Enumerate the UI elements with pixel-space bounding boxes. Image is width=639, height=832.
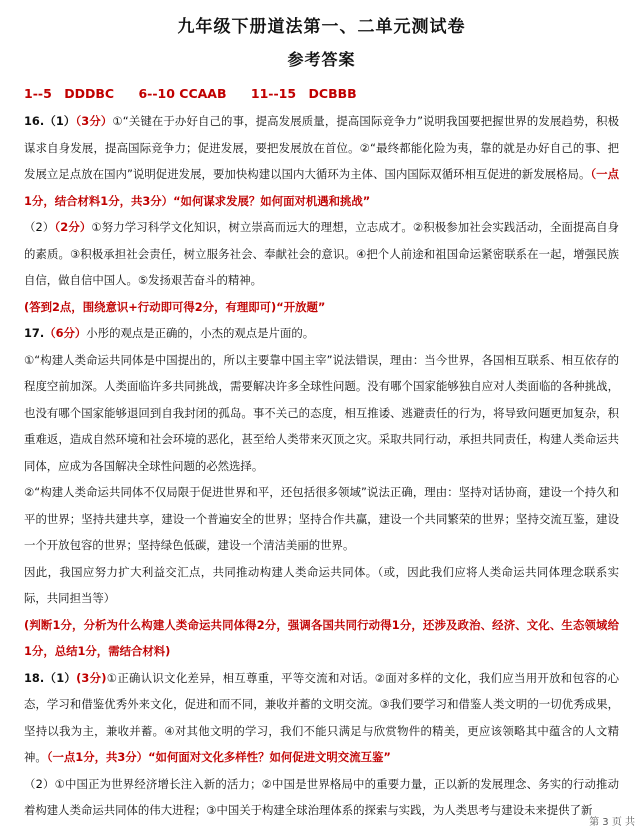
q18-part1 [24,665,619,771]
q18-part2: （2）①中国正为世界经济增长注入新的活力；②中国是世界格局中的重要力量，正以新的发展理念、务实的行动推动着构建人类命运共同体的伟大进程；③中国关于构建全球治理体系的探索与实践，为人类思考与建设未来提供了新 [24,776,619,817]
page-subtitle: 参考答案 [287,50,356,69]
q17-note: (判断1分，分析为什么构建人类命运共同体得2分，强调各国共同行动得1分，还涉及政治、经济、文化、生态领域给1分，总结1分，需结合材料) [24,617,619,658]
q18-score: (3分) [76,670,107,685]
q18-number: 18.（1） [24,670,77,685]
q16-part2-score: （2分） [54,220,92,234]
q17-paragraph-2: ②“构建人类命运共同体不仅局限于促进世界和平，还包括很多领域”说法正确，理由：坚持对话协商，建设一个持久和平的世界；坚持共建共享，建设一个普遍安全的世界；坚持合作共赢，建设一个共同繁荣的世界；坚持交流互鉴，建设一个开放包容的世界；坚持绿色低碳，建设一个清洁美丽的世界。 [24,485,619,552]
q18-note: （一点1分，共3分）“如何面对文化多样性？如何促进文明交流互鉴” [46,750,391,764]
q17-intro: 小彤的观点是正确的，小杰的观点是片面的。 [86,326,315,340]
choice-answers-group-1: 1--5 DDDBC [24,86,115,101]
q16-part1-text: ①“关键在于办好自己的事，提高发展质量，提高国际竞争力”说明我国要把握世界的发展趋势，积极谋求自身发展，提高国际竞争力；促进发展，要把发展放在首位。②“最终都能化险为夷，靠的就是办好自己的事、把发展立足点放在国内”说明促进发展，要加快构建以国内大循环为主体、国内国际双循环相互促进的新发展格局。 [24,114,619,181]
q18-part1-text: ①正确认识文化差异，相互尊重，平等交流和对话。②面对多样的文化，我们应当用开放和包容的心态，学习和借鉴优秀外来文化，促进和而不同，兼收并蓄的文明交流。③我们要学习和借鉴人类文明的一切优秀成果，坚持以我为主，兼收并蓄。④对其他文明的学习，我们不能只满足与欣赏物件的精美，更应该领略其中蕴含的人文精神。 [24,670,619,764]
q16-note1: （一点1分，结合材料1分，共3分）“如何谋求发展？如何面对机遇和挑战” [24,167,619,208]
q17-intro-line [24,320,619,347]
q16-score: （3分） [75,114,113,128]
choice-answers-group-2: 6--10 CCAAB [138,86,227,101]
q17-number: 17. [24,326,45,340]
q16-part2-number: （2） [24,220,55,234]
q16-part1 [24,108,619,214]
q16-note2: (答到2点，围绕意识+行动即可得2分，有理即可)“开放题” [24,299,326,314]
choice-answers-group-3: 11--15 DCBBB [250,86,357,101]
q16-part2-text: ①努力学习科学文化知识，树立崇高而远大的理想，立志成才。②积极参加社会实践活动，全面提高自身的素质。③积极承担社会责任，树立服务社会、奉献社会的意识。④把个人前途和祖国命运紧密联系在一起，增强民族自信，做自信中国人。⑤发扬艰苦奋斗的精神。 [24,220,619,287]
choice-answers [24,84,619,102]
q16-part2 [24,214,619,294]
q17-paragraph-3: 因此，我国应努力扩大利益交汇点，共同推动构建人类命运共同体。（或，因此我们应将人类命运共同体理念联系实际，共同担当等） [24,564,619,605]
q16-number: 16.（1） [24,114,76,128]
q17-score: （6分） [44,326,87,340]
page-title: 九年级下册道法第一、二单元测试卷 [177,17,466,37]
q17-paragraph-1: ①“构建人类命运共同体是中国提出的，所以主要靠中国主宰”说法错误，理由：当今世界，各国相互联系、相互依存的程度空前加深。人类面临许多共同挑战，需要解决许多全球性问题。没有哪个国家能够独自应对人类面临的各种挑战，也没有哪个国家能够退回到自我封闭的孤岛。事不关己的态度，相互推诿、逃避责任的行为，将导致问题更加复杂，积重难返，造成自然环境和社会环境的恶化，甚至给人类带来灭顶之灾。采取共同行动，承担共同责任，构建人类命运共同体，应成为各国解决全球性问题的必然选择。 [24,352,619,473]
page-number: 第 3 页 共 [589,817,635,828]
